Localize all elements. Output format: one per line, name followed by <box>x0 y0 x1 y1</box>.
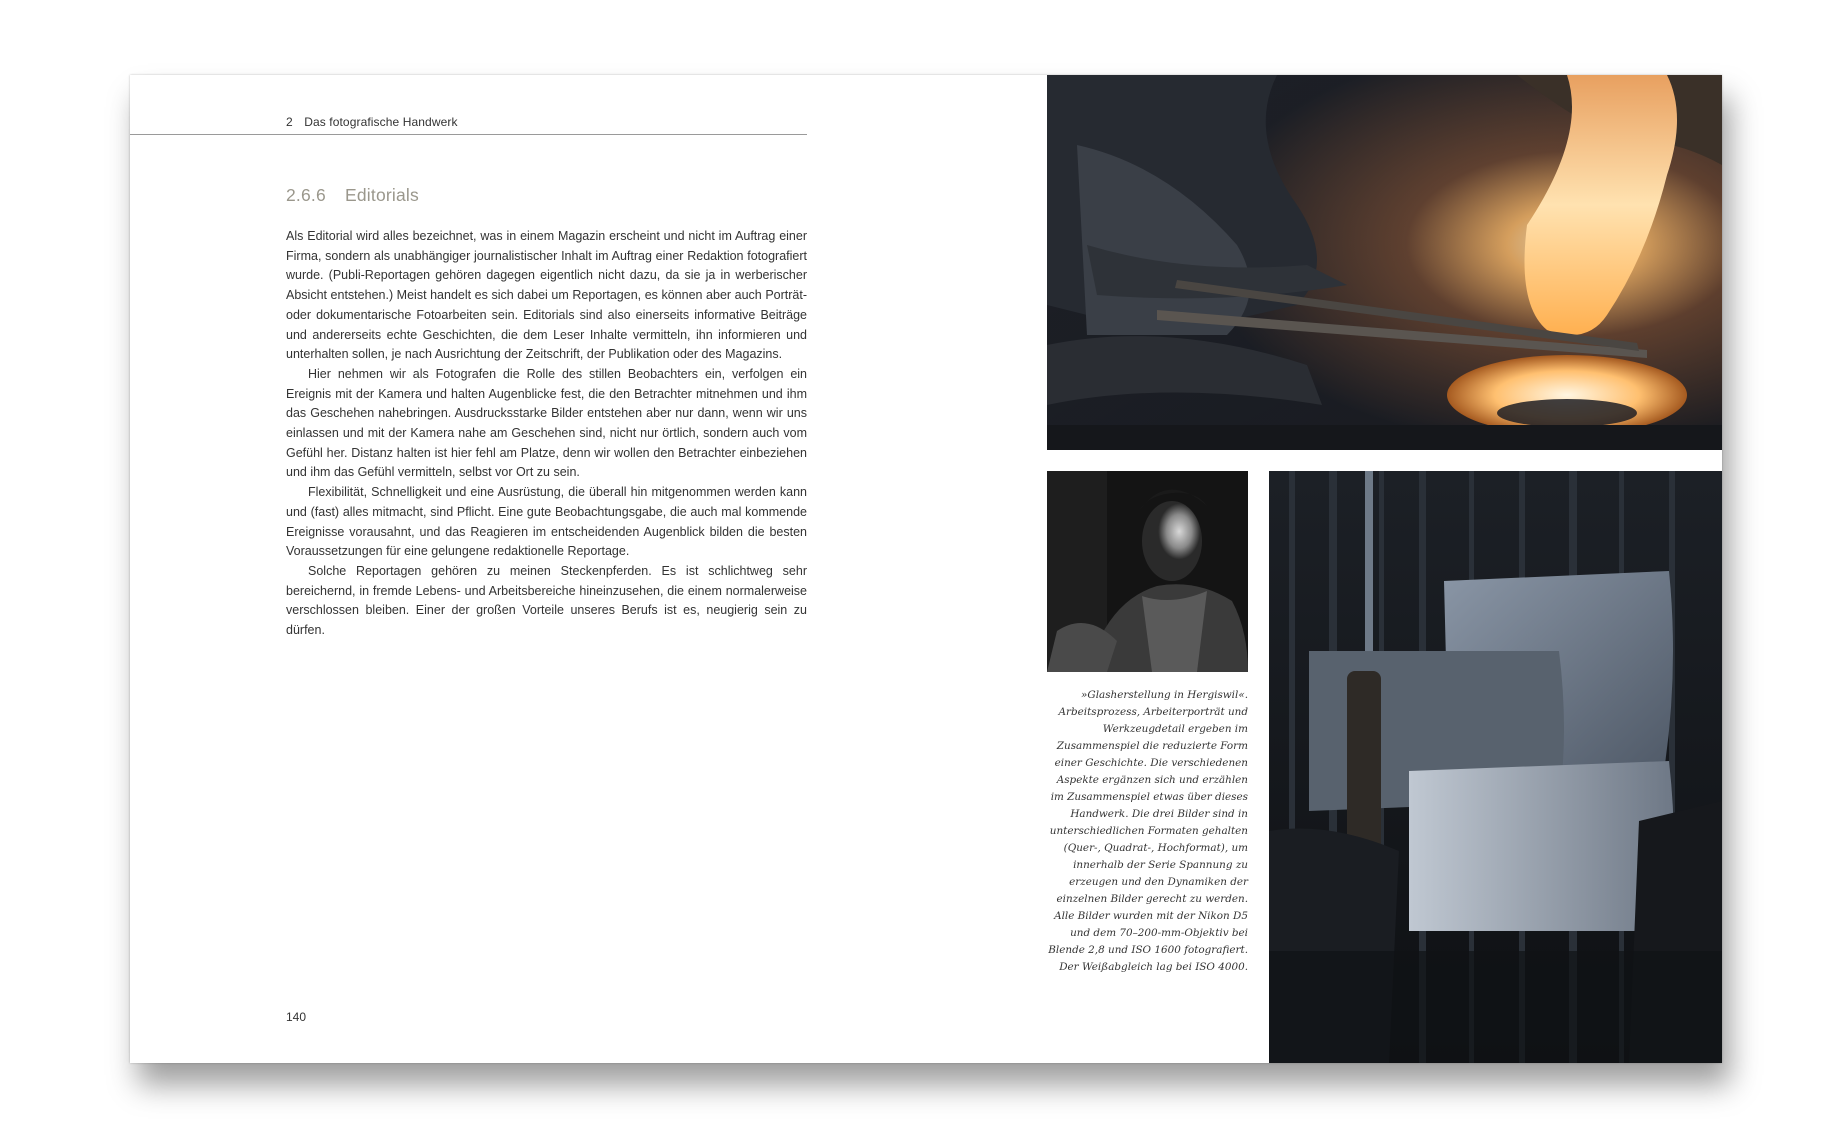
chapter-number: 2 <box>286 115 293 129</box>
book-spread <box>130 75 1722 1063</box>
photo-caption: »Glasherstellung in Hergiswil«. Arbeitsprozess, Arbeiterporträt und Werkzeugdetail ergeben im Zusammenspiel die reduzierte Form einer Geschichte. Die verschiedenen Aspekte ergänzen sich und erzählen im Zusammenspiel etwas über dieses Handwerk. Die drei Bilder sind in unterschiedlichen Formaten gehalten (Quer-, Quadrat-, Hochformat), um innerhalb der Serie Spannung zu erzeugen und den Dynamiken der einzelnen Bilder gerecht zu werden. Alle Bilder wurden mit der Nikon D5 und dem 70–200-mm-Objektiv bei Blende 2,8 und ISO 1600 fotografiert. Der Weißabgleich lag bei ISO 4000. <box>1048 689 1248 973</box>
tool-detail-photo <box>1269 471 1722 1063</box>
page-number: 140 <box>286 1010 307 1024</box>
left-page <box>130 75 1047 1063</box>
section-title: Editorials <box>345 185 419 205</box>
paragraph-1: Als Editorial wird alles bezeichnet, was in einem Magazin erscheint und nicht im Auftrag einer Firma, sondern als unabhängiger journalistischer Inhalt im Auftrag einer Redaktion fotografiert wurde. (Publi-Reportagen gehören dagegen eigentlich nicht dazu, da sie ja in werberischer Absicht entstehen.) Meist handelt es sich dabei um Reportagen, es können aber auch Porträt- oder dokumentarische Fotoarbeiten sein. Editorials sind also einerseits informative Beiträge und andererseits echte Geschichten, die dem Leser Inhalte vermitteln, ihn informieren und unterhalten sollen, je nach Ausrichtung der Zeitschrift, der Publikation oder des Magazins. <box>286 229 807 362</box>
section-heading <box>286 185 419 206</box>
paragraph-4: Solche Reportagen gehören zu meinen Steckenpferden. Es ist schlichtweg sehr bereichernd, in fremde Lebens- und Arbeitsbereiche hineinzusehen, die einem normalerweise verschlossen bleiben. Einer der großen Vorteile unseres Berufs ist es, neugierig sein zu dürfen. <box>286 563 807 638</box>
section-number: 2.6.6 <box>286 185 326 205</box>
paragraph-2: Hier nehmen wir als Fotografen die Rolle des stillen Beobachters ein, verfolgen ein Ereignis mit der Kamera und halten Augenblicke fest, die den Betrachter mitnehmen und ihm das Geschehen nahebringen. Ausdrucksstarke Bilder entstehen aber nur dann, wenn wir uns einlassen und mit der Kamera nahe am Geschehen sind, nicht nur örtlich, sondern auch vom Gefühl her. Distanz halten ist hier fehl am Platze, denn wir wollen den Betrachter einbeziehen und ihm das Gefühl vermitteln, selbst vor Ort zu sein. <box>286 366 807 480</box>
body-text <box>286 227 807 641</box>
glass-pouring-photo <box>1047 75 1722 450</box>
chapter-title: Das fotografische Handwerk <box>304 115 458 129</box>
glassblower-portrait-photo <box>1047 471 1248 672</box>
header-rule <box>130 134 807 135</box>
paragraph-3: Flexibilität, Schnelligkeit und eine Ausrüstung, die überall hin mitgenommen werden kann und (fast) alles mitmacht, sind Pflicht. Eine gute Beobachtungsgabe, die auch mal kommende Ereignisse vorausahnt, und das Reagieren im entscheidenden Augenblick bilden die besten Voraussetzungen für eine gelungene redaktionelle Reportage. <box>286 485 807 559</box>
running-head <box>286 115 458 129</box>
